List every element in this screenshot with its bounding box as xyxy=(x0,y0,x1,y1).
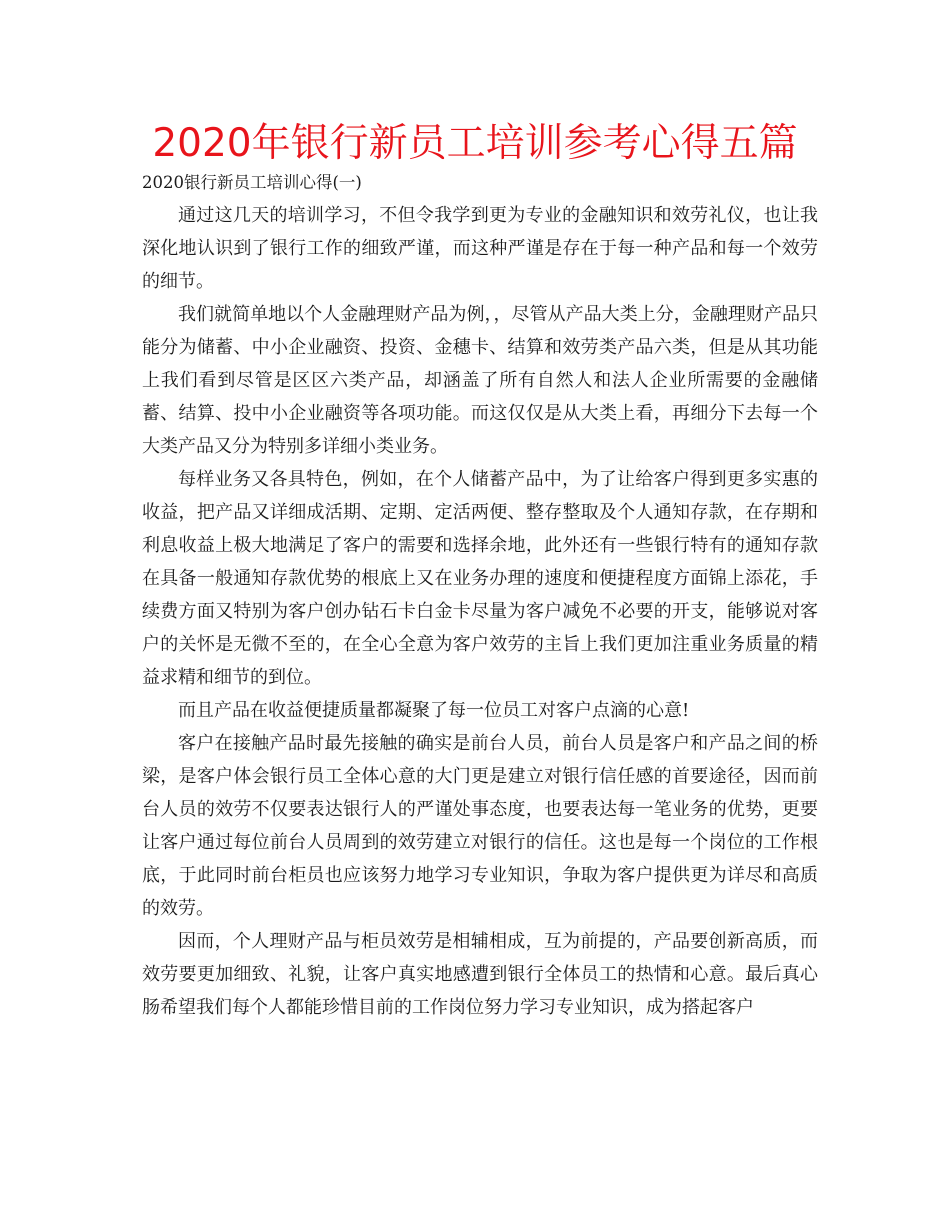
section-subtitle: 2020银行新员工培训心得(一) xyxy=(142,173,362,192)
paragraph-1: 通过这几天的培训学习，不但令我学到更为专业的金融知识和效劳礼仪，也让我深化地认识到了银行工作的细致严谨，而这种严谨是存在于每一种产品和每一个效劳的细节。 xyxy=(142,205,818,292)
paragraph-5: 客户在接触产品时最先接触的确实是前台人员，前台人员是客户和产品之间的桥梁，是客户体会银行员工全体心意的大门更是建立对银行信任感的首要途径，因而前台人员的效劳不仅要表达银行人的严谨处事态度，也要表达每一笔业务的优势，更要让客户通过每位前台人员周到的效劳建立对银行的信任。这也是每一个岗位的工作根底，于此同时前台柜员也应该努力地学习专业知识，争取为客户提供更为详尽和高质的效劳。 xyxy=(142,733,818,919)
paragraph-4: 而且产品在收益便捷质量都凝聚了每一位员工对客户点滴的心意! xyxy=(178,700,690,721)
document-body xyxy=(142,166,818,1024)
document-title: 2020年银行新员工培训参考心得五篇 xyxy=(152,121,798,166)
paragraph-2: 我们就简单地以个人金融理财产品为例，，尽管从产品大类上分，金融理财产品只能分为储蓄、中小企业融资、投资、金穗卡、结算和效劳类产品六类，但是从其功能上我们看到尽管是区区六类产品，却涵盖了所有自然人和法人企业所需要的金融储蓄、结算、投中小企业融资等各项功能。而这仅仅是从大类上看，再细分下去每一个大类产品又分为特别多详细小类业务。 xyxy=(142,304,818,457)
paragraph-6: 因而，个人理财产品与柜员效劳是相辅相成，互为前提的，产品要创新高质，而效劳要更加细致、礼貌，让客户真实地感遭到银行全体员工的热情和心意。最后真心肠希望我们每个人都能珍惜目前的工作岗位努力学习专业知识，成为搭起客户 xyxy=(142,931,818,1018)
paragraph-3: 每样业务又各具特色，例如，在个人储蓄产品中，为了让给客户得到更多实惠的收益，把产品又详细成活期、定期、定活两便、整存整取及个人通知存款，在存期和利息收益上极大地满足了客户的需要和选择余地，此外还有一些银行特有的通知存款在具备一般通知存款优势的根底上又在业务办理的速度和便捷程度方面锦上添花，手续费方面又特别为客户创办钻石卡白金卡尽量为客户减免不必要的开支，能够说对客户的关怀是无微不至的，在全心全意为客户效劳的主旨上我们更加注重业务质量的精益求精和细节的到位。 xyxy=(142,469,818,688)
